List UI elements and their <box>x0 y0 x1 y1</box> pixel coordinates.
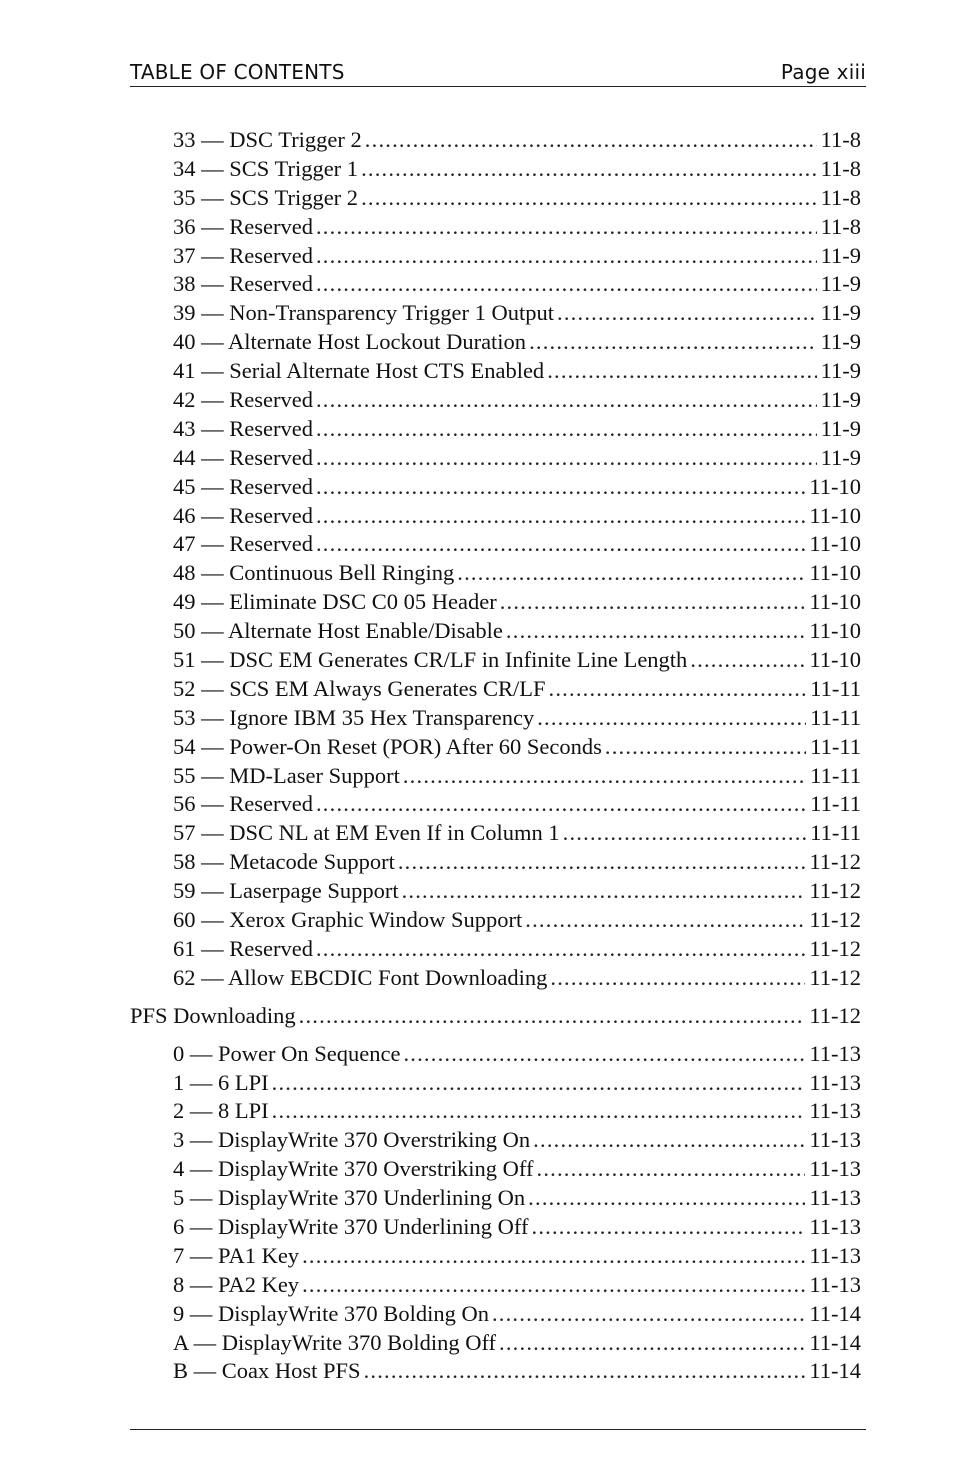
toc-entry-page: 11-13 <box>809 1098 861 1124</box>
toc-entry-title: 59 — Laserpage Support <box>173 878 399 904</box>
toc-entry-page: 11-12 <box>809 878 861 904</box>
toc-leader-dots <box>316 473 805 502</box>
toc-leader-dots <box>550 964 805 993</box>
toc-entry[interactable] <box>173 213 861 242</box>
toc-entry[interactable] <box>173 328 861 357</box>
toc-leader-dots <box>272 1097 806 1126</box>
toc-entry-page: 11-11 <box>810 762 861 788</box>
toc-entry-page: 11-10 <box>809 647 861 673</box>
toc-entry-page: 11-11 <box>810 733 861 759</box>
toc-section-entry[interactable] <box>130 1002 861 1031</box>
toc-entry[interactable] <box>173 242 861 271</box>
toc-leader-dots <box>537 704 806 733</box>
toc-entry[interactable] <box>173 415 861 444</box>
toc-leader-dots <box>563 819 807 848</box>
toc-leader-dots <box>365 126 817 155</box>
toc-entry-page: 11-13 <box>809 1213 861 1239</box>
toc-entry[interactable] <box>173 877 861 906</box>
toc-entry-title: 47 — Reserved <box>173 531 313 557</box>
toc-entry-title: 5 — DisplayWrite 370 Underlining On <box>173 1185 526 1211</box>
toc-entry[interactable] <box>173 1271 861 1300</box>
toc-entry-title: 1 — 6 LPI <box>173 1069 269 1095</box>
toc-entry-page: 11-13 <box>809 1127 861 1153</box>
toc-entry-title: 37 — Reserved <box>173 242 313 268</box>
toc-entry[interactable] <box>173 964 861 993</box>
toc-entry-title: 41 — Serial Alternate Host CTS Enabled <box>173 358 545 384</box>
toc-entry[interactable] <box>173 704 861 733</box>
toc-entry-title: 56 — Reserved <box>173 791 313 817</box>
toc-entry-page: 11-11 <box>810 820 861 846</box>
toc-entry-page: 11-13 <box>809 1185 861 1211</box>
toc-entry[interactable] <box>173 646 861 675</box>
toc-entry[interactable] <box>173 155 861 184</box>
toc-entry[interactable] <box>173 1300 861 1329</box>
toc-entry[interactable] <box>173 357 861 386</box>
toc-entry-title: 9 — DisplayWrite 370 Bolding On <box>173 1300 489 1326</box>
toc-entry-title: 34 — SCS Trigger 1 <box>173 155 359 181</box>
toc-leader-dots <box>690 646 805 675</box>
toc-entry-page: 11-8 <box>820 127 861 152</box>
toc-entry-page: 11-12 <box>809 964 861 990</box>
toc-leader-dots <box>549 675 807 704</box>
toc-entry-page: 11-13 <box>809 1242 861 1268</box>
toc-entry-page: 11-14 <box>809 1329 861 1355</box>
toc-entry[interactable] <box>173 1357 861 1386</box>
toc-entry-page: 11-10 <box>809 502 861 528</box>
toc-entry-title: 52 — SCS EM Always Generates CR/LF <box>173 675 546 701</box>
toc-entry-page: 11-8 <box>820 155 861 181</box>
toc-entry-title: 46 — Reserved <box>173 502 313 528</box>
toc-leader-dots <box>533 1126 805 1155</box>
toc-leader-dots <box>316 444 817 473</box>
toc-entry-page: 11-10 <box>809 473 861 499</box>
toc-entry[interactable] <box>173 1213 861 1242</box>
toc-leader-dots <box>403 1040 805 1069</box>
toc-entry[interactable] <box>173 1069 861 1098</box>
header-title: TABLE OF CONTENTS <box>130 60 345 84</box>
toc-entry[interactable] <box>173 1329 861 1358</box>
toc-entry-page: 11-14 <box>809 1300 861 1326</box>
toc-entry-title: 36 — Reserved <box>173 213 313 239</box>
toc-leader-dots <box>316 790 806 819</box>
toc-entry-title: 42 — Reserved <box>173 387 313 413</box>
toc-entry[interactable] <box>173 444 861 473</box>
footer-rule <box>130 1429 866 1430</box>
toc-entry-title: 45 — Reserved <box>173 473 313 499</box>
toc-entry-page: 11-10 <box>809 560 861 586</box>
toc-entry-page: 11-13 <box>809 1156 861 1182</box>
toc-leader-dots <box>402 877 806 906</box>
toc-entry-page: 11-10 <box>809 531 861 557</box>
toc-leader-dots <box>492 1300 805 1329</box>
toc-entry-page: 11-9 <box>820 444 861 470</box>
toc-entry-title: 53 — Ignore IBM 35 Hex Transparency <box>173 704 535 730</box>
toc-entry-title: 40 — Alternate Host Lockout Duration <box>173 329 527 355</box>
toc-leader-dots <box>547 357 816 386</box>
toc-leader-dots <box>537 1155 806 1184</box>
toc-leader-dots <box>316 530 805 559</box>
toc-leader-dots <box>316 242 817 271</box>
toc-entry-page: 11-12 <box>809 907 861 933</box>
toc-entry-title: 50 — Alternate Host Enable/Disable <box>173 618 503 644</box>
toc-leader-dots <box>500 588 806 617</box>
toc-entry-title: 33 — DSC Trigger 2 <box>173 127 362 152</box>
toc-group-2 <box>0 1040 954 1387</box>
toc-entry-page: 11-13 <box>809 1040 861 1066</box>
toc-entry[interactable] <box>173 588 861 617</box>
toc-leader-dots <box>302 1242 805 1271</box>
toc-leader-dots <box>302 1271 805 1300</box>
toc-entry-page: 11-10 <box>809 589 861 615</box>
toc-entry[interactable] <box>173 126 861 155</box>
toc-entry-title: 7 — PA1 Key <box>173 1242 300 1268</box>
toc-entry-title: 35 — SCS Trigger 2 <box>173 184 359 210</box>
toc-entry[interactable] <box>173 299 861 328</box>
toc-entry[interactable] <box>173 906 861 935</box>
toc-entry[interactable] <box>173 1184 861 1213</box>
header-page-number: Page xiii <box>780 60 866 84</box>
toc-entry-title: 43 — Reserved <box>173 415 313 441</box>
toc-leader-dots <box>529 328 817 357</box>
toc-entry-page: 11-11 <box>810 704 861 730</box>
toc-entry-page: 11-9 <box>820 242 861 268</box>
toc-entry-page: 11-12 <box>809 849 861 875</box>
toc-leader-dots <box>361 184 817 213</box>
toc-leader-dots <box>605 733 806 762</box>
toc-entry[interactable] <box>173 762 861 791</box>
toc-leader-dots <box>403 762 806 791</box>
toc-entry[interactable] <box>173 819 861 848</box>
toc-group-1 <box>0 126 954 993</box>
toc-entry-title: 38 — Reserved <box>173 271 313 297</box>
toc-entry[interactable] <box>173 270 861 299</box>
toc-entry-title: 57 — DSC NL at EM Even If in Column 1 <box>173 820 560 846</box>
toc-entry-title: 60 — Xerox Graphic Window Support <box>173 907 523 933</box>
toc-entry-page: 11-9 <box>820 271 861 297</box>
toc-entry[interactable] <box>173 386 861 415</box>
toc-entry-page: 11-9 <box>820 415 861 441</box>
toc-entry[interactable] <box>173 1040 861 1069</box>
toc-entry-title: 2 — 8 LPI <box>173 1098 269 1124</box>
toc-leader-dots <box>364 1357 806 1386</box>
toc-entry-title: 49 — Eliminate DSC C0 05 Header <box>173 589 497 615</box>
toc-entry[interactable] <box>173 559 861 588</box>
toc-entry-title: 55 — MD-Laser Support <box>173 762 400 788</box>
toc-entry-title: 48 — Continuous Bell Ringing <box>173 560 455 586</box>
toc-entry-title: 3 — DisplayWrite 370 Overstriking On <box>173 1127 531 1153</box>
toc-leader-dots <box>272 1069 806 1098</box>
toc-entry[interactable] <box>173 1242 861 1271</box>
toc-entry-title: PFS Downloading <box>130 1002 296 1028</box>
toc-entry-page: 11-13 <box>809 1271 861 1297</box>
toc-entry-title: 54 — Power-On Reset (POR) After 60 Seconds <box>173 733 602 759</box>
toc-entry[interactable] <box>173 1126 861 1155</box>
toc-leader-dots <box>532 1213 806 1242</box>
toc-entry-title: B — Coax Host PFS <box>173 1358 361 1384</box>
toc-entry[interactable] <box>173 848 861 877</box>
toc-entry-title: A — DisplayWrite 370 Bolding Off <box>173 1329 497 1355</box>
toc-entry[interactable] <box>173 1155 861 1184</box>
toc-leader-dots <box>299 1002 806 1031</box>
toc-entry-page: 11-11 <box>810 675 861 701</box>
toc-entry-page: 11-8 <box>820 184 861 210</box>
toc-leader-dots <box>316 415 817 444</box>
toc-entry-title: 58 — Metacode Support <box>173 849 395 875</box>
toc-entry-page: 11-8 <box>820 213 861 239</box>
toc-entry[interactable] <box>173 1097 861 1126</box>
toc-entry-page: 11-12 <box>809 935 861 961</box>
toc-leader-dots <box>398 848 805 877</box>
toc-entry[interactable] <box>173 935 861 964</box>
toc-entry-title: 0 — Power On Sequence <box>173 1040 401 1066</box>
toc-entry[interactable] <box>173 617 861 646</box>
toc-entry-page: 11-14 <box>809 1358 861 1384</box>
toc-entry-page: 11-9 <box>820 300 861 326</box>
toc-entry-page: 11-11 <box>810 791 861 817</box>
toc-entry-title: 62 — Allow EBCDIC Font Downloading <box>173 964 548 990</box>
toc-leader-dots <box>557 299 817 328</box>
toc-entry-page: 11-10 <box>809 618 861 644</box>
toc-entry-title: 44 — Reserved <box>173 444 313 470</box>
toc-leader-dots <box>499 1329 805 1358</box>
toc-leader-dots <box>506 617 805 646</box>
toc-leader-dots <box>361 155 817 184</box>
toc-entry[interactable] <box>173 675 861 704</box>
toc-entry-page: 11-9 <box>820 329 861 355</box>
toc-entry-title: 6 — DisplayWrite 370 Underlining Off <box>173 1213 529 1239</box>
toc-entry-page: 11-12 <box>809 1002 861 1028</box>
toc-entry-title: 39 — Non-Transparency Trigger 1 Output <box>173 300 555 326</box>
toc-leader-dots <box>316 502 805 531</box>
toc-leader-dots <box>316 213 817 242</box>
toc-entry-page: 11-9 <box>820 387 861 413</box>
toc-entry[interactable] <box>173 790 861 819</box>
toc-entry-page: 11-9 <box>820 358 861 384</box>
toc-leader-dots <box>316 935 805 964</box>
toc-entry-title: 4 — DisplayWrite 370 Overstriking Off <box>173 1156 534 1182</box>
toc-leader-dots <box>528 1184 805 1213</box>
toc-entry[interactable] <box>173 184 861 213</box>
toc-entry-title: 61 — Reserved <box>173 935 313 961</box>
toc-leader-dots <box>457 559 805 588</box>
toc-entry-title: 51 — DSC EM Generates CR/LF in Infinite Line Length <box>173 647 688 673</box>
table-of-contents <box>0 126 954 1386</box>
toc-entry[interactable] <box>173 530 861 559</box>
toc-leader-dots <box>316 386 817 415</box>
toc-leader-dots <box>316 270 817 299</box>
page-header <box>130 58 866 87</box>
toc-entry[interactable] <box>173 733 861 762</box>
toc-leader-dots <box>525 906 805 935</box>
toc-entry-title: 8 — PA2 Key <box>173 1271 300 1297</box>
toc-entry[interactable] <box>173 473 861 502</box>
toc-entry[interactable] <box>173 502 861 531</box>
toc-entry-page: 11-13 <box>809 1069 861 1095</box>
